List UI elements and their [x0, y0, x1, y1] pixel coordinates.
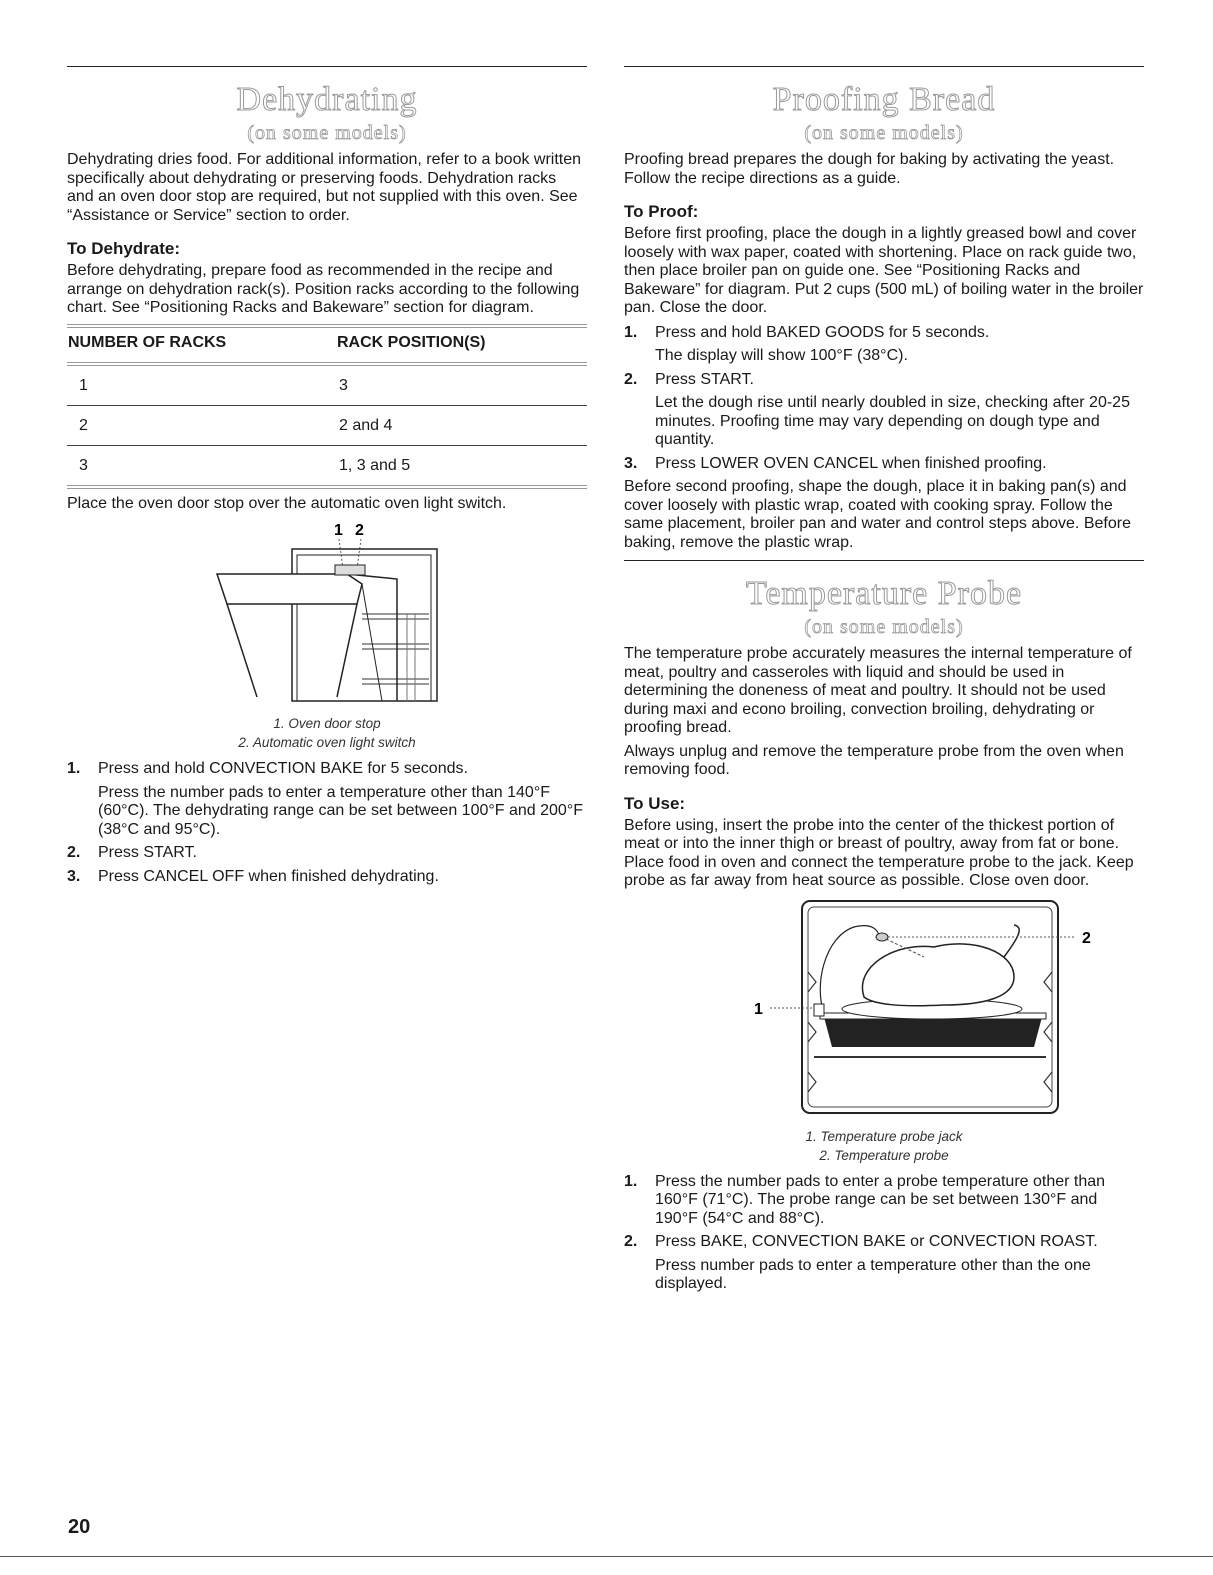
section-rule	[624, 560, 1144, 561]
step-number: 1.	[67, 760, 81, 777]
section-title: Temperature Probe	[745, 575, 1023, 612]
step-text: Press CANCEL OFF when finished dehydrating.	[98, 867, 439, 885]
list-item	[624, 1173, 1144, 1229]
table-row	[67, 364, 587, 406]
table-cell: 3	[67, 445, 337, 487]
top-rule	[624, 66, 1144, 67]
oven-door-diagram	[197, 519, 457, 709]
step-detail: Press number pads to enter a temperature other than the one displayed.	[655, 1256, 1091, 1292]
step-text: Press START.	[655, 370, 754, 388]
figure-caption: 2. Automatic oven light switch	[238, 735, 416, 750]
step-text: Press and hold CONVECTION BAKE for 5 seconds.	[98, 760, 468, 777]
table-cell: 3	[337, 364, 587, 406]
step-number: 2.	[624, 370, 638, 388]
callout-1: 1	[754, 1000, 763, 1018]
step-number: 3.	[67, 867, 81, 885]
list-item	[67, 868, 587, 887]
step-text: Press START.	[98, 844, 197, 861]
top-rule	[67, 66, 587, 67]
callout-2: 2	[1082, 929, 1091, 947]
table-header-row	[67, 326, 587, 364]
door-stop-note: Place the oven door stop over the automatic oven light switch.	[67, 494, 507, 512]
probe-diagram	[664, 897, 1104, 1122]
list-item	[624, 371, 1144, 450]
intro-paragraph: The temperature probe accurately measures the internal temperature of meat, poultry and casseroles with liquid and should be used in determining the doneness of meat and poultry. It should not be used during maxi and econo broiling, convection broiling, dehydrating or proofing bread.	[624, 645, 1132, 736]
table-cell: 1	[67, 364, 337, 406]
step-detail: Press the number pads to enter a temperature other than 140°F (60°C). The dehydrating range can be set between 100°F and 200°F (38°C and 95°C).	[98, 783, 583, 838]
table-cell: 2	[67, 405, 337, 445]
table-row	[67, 405, 587, 445]
subsection-heading: To Proof:	[624, 202, 699, 221]
list-item	[624, 1233, 1144, 1294]
dehydrate-steps	[67, 760, 587, 886]
second-proofing-paragraph: Before second proofing, shape the dough, place it in baking pan(s) and cover loosely with plastic wrap, coated with cooking spray. Follow the same placement, broiler pan and water and control steps above. Before baking, remove the plastic wrap.	[624, 478, 1131, 551]
step-detail: Let the dough rise until nearly doubled in size, checking after 20-25 minutes. Proofing time may vary depending on dough type and quantity.	[655, 394, 1130, 448]
figure-caption: 1. Oven door stop	[273, 716, 381, 731]
probe-steps	[624, 1173, 1144, 1294]
figure-caption: 2. Temperature probe	[819, 1147, 949, 1163]
table-row	[67, 445, 587, 487]
section-subtitle: (on some models)	[804, 616, 964, 638]
rack-position-table	[67, 324, 587, 489]
instructions-paragraph: Before first proofing, place the dough in a lightly greased bowl and cover loosely with wax paper, coated with shortening. Place on rack guide two, then place broiler pan on guide one. See “Positioning Racks and Bakeware” for diagram. Put 2 cups (500 mL) of boiling water in the broiler pan. Close the door.	[624, 225, 1144, 316]
bottom-rule	[0, 1556, 1213, 1557]
subsection-heading: To Use:	[624, 793, 686, 813]
section-title: Dehydrating	[236, 81, 418, 118]
instructions-paragraph: Before using, insert the probe into the center of the thickest portion of meat or into the inner thigh or breast of poultry, away from fat or bone. Place food in oven and connect the temperature probe to the jack. Keep probe as far away from heat source as possible. Close oven door.	[624, 816, 1134, 889]
subsection-heading: To Dehydrate:	[67, 239, 181, 258]
figure-caption: 1. Temperature probe jack	[805, 1128, 963, 1144]
intro-paragraph: Proofing bread prepares the dough for baking by activating the yeast. Follow the recipe directions as a guide.	[624, 151, 1115, 187]
step-text: Press BAKE, CONVECTION BAKE or CONVECTION ROAST.	[655, 1233, 1098, 1250]
step-detail: The display will show 100°F (38°C).	[655, 347, 908, 364]
table-header: NUMBER OF RACKS	[67, 326, 337, 364]
right-column	[624, 66, 1144, 1299]
table-header: RACK POSITION(S)	[337, 326, 587, 364]
oven-door-figure	[67, 519, 587, 752]
callout-2: 2	[355, 522, 364, 539]
step-number: 1.	[624, 323, 638, 341]
table-cell: 1, 3 and 5	[337, 445, 587, 487]
step-text: Press LOWER OVEN CANCEL when finished proofing.	[655, 454, 1047, 472]
probe-figure	[624, 897, 1144, 1165]
proofing-steps	[624, 324, 1144, 474]
step-text: Press and hold BAKED GOODS for 5 seconds.	[655, 323, 990, 341]
step-number: 1.	[624, 1172, 638, 1190]
list-item	[624, 324, 1144, 366]
step-number: 2.	[624, 1233, 638, 1250]
step-number: 2.	[67, 844, 81, 861]
callout-1: 1	[334, 522, 343, 539]
section-subtitle: (on some models)	[247, 122, 407, 144]
page-number: 20	[68, 1516, 91, 1538]
list-item	[67, 760, 587, 839]
section-subtitle: (on some models)	[804, 122, 964, 144]
list-item	[67, 844, 587, 863]
instructions-paragraph: Before dehydrating, prepare food as recommended in the recipe and arrange on dehydration rack(s). Position racks according to the following chart. See “Positioning Racks and Bakeware” section for diagram.	[67, 262, 580, 316]
step-text: Press the number pads to enter a probe temperature other than 160°F (71°C). The probe range can be set between 130°F and 190°F (54°C and 88°C).	[655, 1172, 1106, 1227]
intro-paragraph: Dehydrating dries food. For additional information, refer to a book written specifically about dehydrating or preserving foods. Dehydration racks and an oven door stop are required, but not supplied with this oven. See “Assistance or Service” section to order.	[67, 151, 582, 224]
unplug-paragraph: Always unplug and remove the temperature probe from the oven when removing food.	[624, 742, 1124, 778]
step-number: 3.	[624, 454, 638, 472]
section-title: Proofing Bread	[772, 81, 996, 118]
dehydrating-section	[67, 66, 587, 891]
table-cell: 2 and 4	[337, 405, 587, 445]
list-item	[624, 455, 1144, 474]
